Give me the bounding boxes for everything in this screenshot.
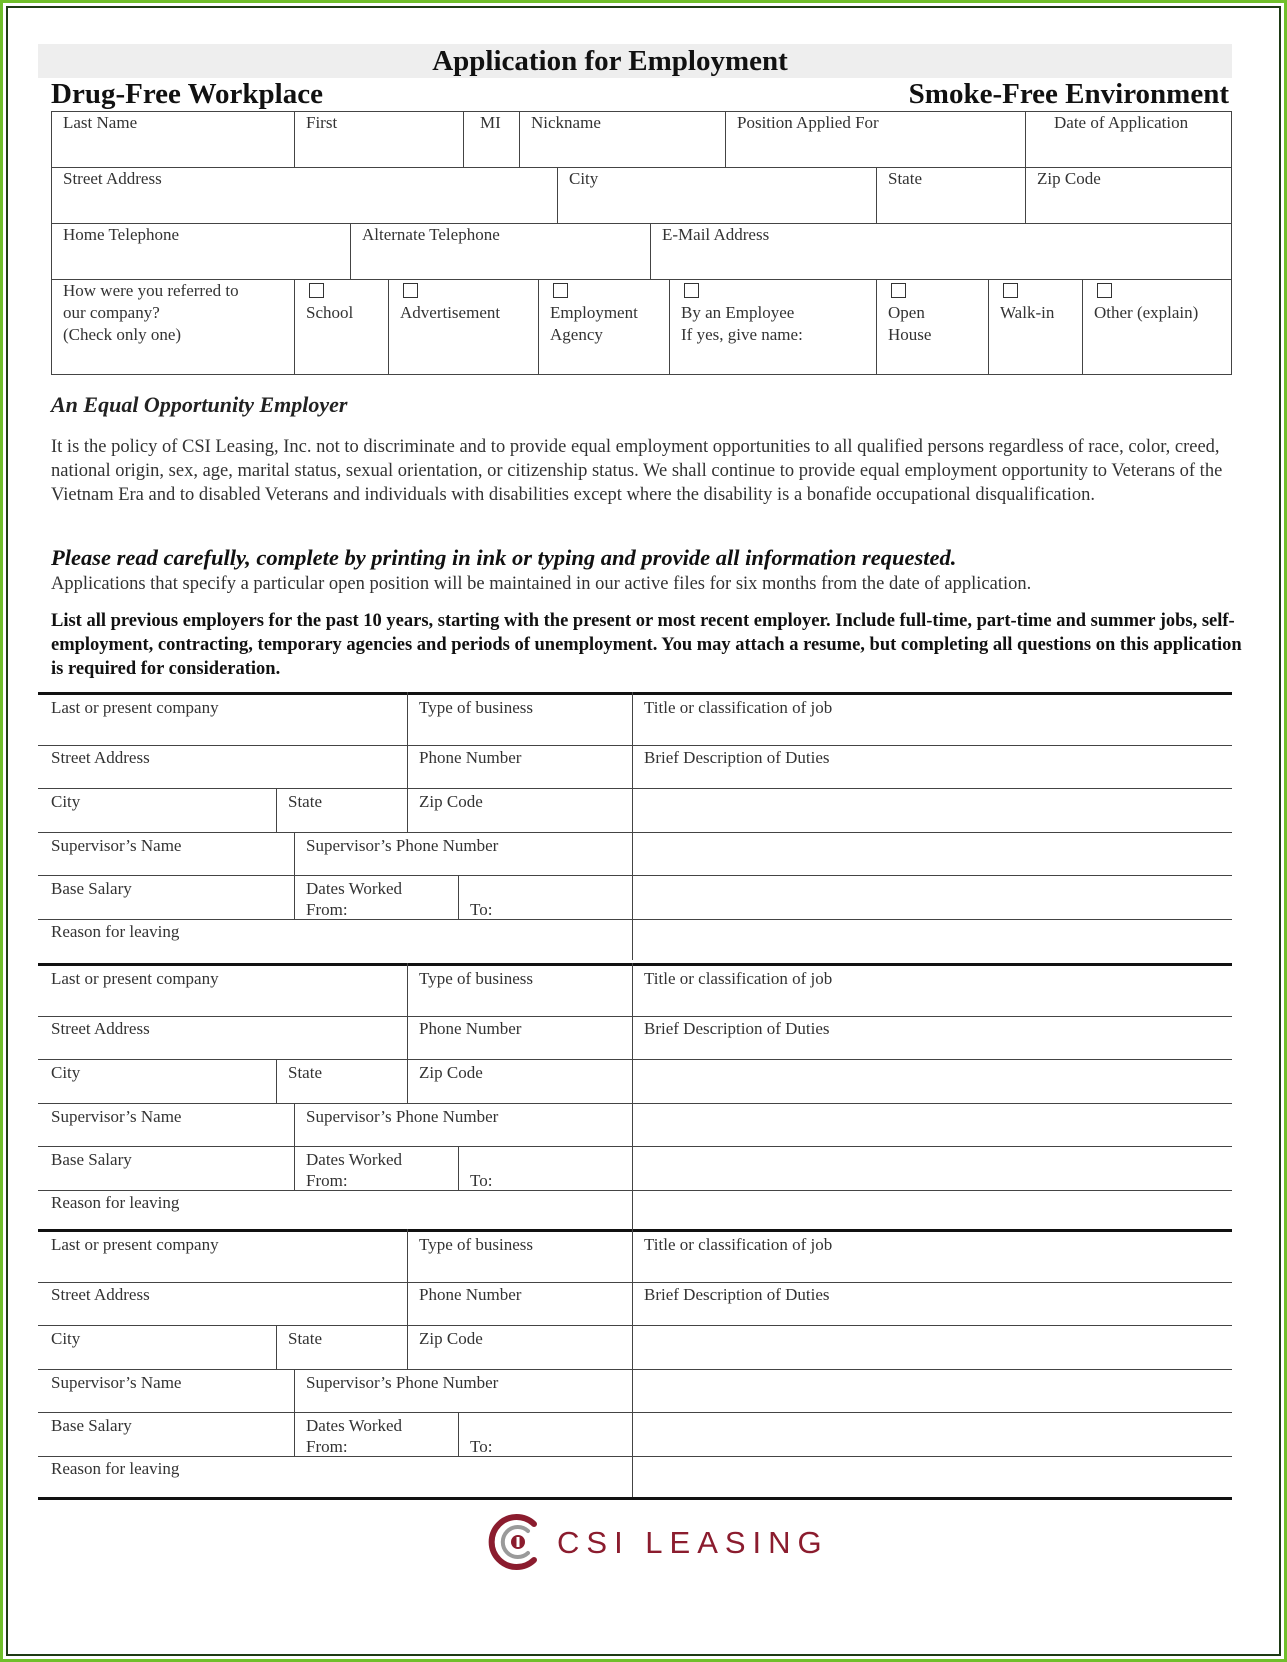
row-divider (38, 1282, 1232, 1283)
col-divider (725, 111, 726, 167)
col-divider (294, 832, 295, 919)
employer-1-zip-field[interactable]: Zip Code (419, 792, 483, 811)
page-title: Application for Employment (432, 45, 788, 77)
row-divider (38, 919, 1232, 920)
referral-question-line2: our company? (63, 303, 160, 322)
employer-2-company-field[interactable]: Last or present company (51, 969, 219, 988)
alt-phone-field[interactable]: Alternate Telephone (362, 225, 500, 244)
employee-label-line2: If yes, give name: (681, 325, 803, 344)
other-label: Other (explain) (1094, 303, 1199, 322)
please-read-heading: Please read carefully, complete by printing in ink or typing and provide all information requested. (51, 545, 957, 570)
employer-2-business-field[interactable]: Type of business (419, 969, 534, 988)
row-divider (38, 745, 1232, 746)
row-divider (38, 1190, 1232, 1191)
employer-2-to-field[interactable]: To: (470, 1171, 493, 1190)
row-divider (38, 1146, 1232, 1147)
applicant-info-table (51, 111, 1232, 375)
employer-2-salary-field[interactable]: Base Salary (51, 1150, 132, 1169)
employer-1-salary-field[interactable]: Base Salary (51, 879, 132, 898)
advertisement-checkbox[interactable] (403, 283, 418, 298)
col-divider (650, 223, 651, 279)
drug-free-tag: Drug-Free Workplace (51, 78, 323, 110)
col-divider (458, 875, 459, 919)
employer-3-business-field[interactable]: Type of business (419, 1235, 534, 1254)
employer-1-reason-field[interactable]: Reason for leaving (51, 922, 180, 941)
col-divider (876, 167, 877, 223)
col-divider (988, 279, 989, 375)
col-divider (407, 963, 408, 1059)
advertisement-label: Advertisement (400, 303, 501, 322)
col-divider (463, 111, 464, 167)
nickname-field[interactable]: Nickname (531, 113, 601, 132)
employer-3-dates-label: Dates Worked (306, 1416, 403, 1435)
employee-checkbox[interactable] (684, 283, 699, 298)
other-checkbox[interactable] (1097, 283, 1112, 298)
mi-field[interactable]: MI (480, 113, 501, 132)
employer-3-street-field[interactable]: Street Address (51, 1285, 150, 1304)
zip-field[interactable]: Zip Code (1037, 169, 1101, 188)
col-divider (407, 1059, 408, 1103)
col-divider (407, 1229, 408, 1325)
row-divider (38, 832, 1232, 833)
col-divider (1025, 111, 1026, 167)
employer-1-duties-field[interactable]: Brief Description of Duties (644, 748, 830, 767)
col-divider (294, 279, 295, 375)
city-field[interactable]: City (569, 169, 599, 188)
col-divider (294, 111, 295, 167)
employer-1-state-field[interactable]: State (288, 792, 322, 811)
employer-2-city-field[interactable]: City (51, 1063, 81, 1082)
employer-1-supervisor-field[interactable]: Supervisor’s Name (51, 836, 182, 855)
employer-1-top-rule (38, 692, 1232, 695)
open-house-checkbox[interactable] (891, 283, 906, 298)
col-divider (632, 1229, 633, 1497)
row-divider (38, 1412, 1232, 1413)
col-divider (669, 279, 670, 375)
employer-3-phone-field[interactable]: Phone Number (419, 1285, 522, 1304)
street-address-field[interactable]: Street Address (63, 169, 162, 188)
employer-1-from-field[interactable]: From: (306, 900, 348, 919)
school-label: School (306, 303, 354, 322)
employer-3-reason-field[interactable]: Reason for leaving (51, 1459, 180, 1478)
row-divider (38, 1325, 1232, 1326)
school-checkbox[interactable] (309, 283, 324, 298)
employer-3-from-field[interactable]: From: (306, 1437, 348, 1456)
employer-1-city-field[interactable]: City (51, 792, 81, 811)
row-divider (38, 1456, 1232, 1457)
row-divider (38, 875, 1232, 876)
csi-c-logo-icon (488, 1512, 544, 1572)
employer-1-to-field[interactable]: To: (470, 900, 493, 919)
employer-3-salary-field[interactable]: Base Salary (51, 1416, 132, 1435)
walkin-label: Walk-in (1000, 303, 1055, 322)
row-divider (51, 223, 1232, 224)
employer-1-dates-label: Dates Worked (306, 879, 403, 898)
employer-1-sup-phone-field[interactable]: Supervisor’s Phone Number (306, 836, 499, 855)
col-divider (350, 223, 351, 279)
row-divider (38, 1369, 1232, 1370)
col-divider (538, 279, 539, 375)
bottom-rule (38, 1497, 1232, 1500)
employer-3-sup-phone-field[interactable]: Supervisor’s Phone Number (306, 1373, 499, 1392)
agency-label-line2: Agency (550, 325, 603, 344)
employer-2-duties-field[interactable]: Brief Description of Duties (644, 1019, 830, 1038)
row-divider (38, 1016, 1232, 1017)
employer-2-reason-field[interactable]: Reason for leaving (51, 1193, 180, 1212)
employer-2-from-field[interactable]: From: (306, 1171, 348, 1190)
open-house-label-line1: Open (888, 303, 925, 322)
col-divider (388, 279, 389, 375)
agency-label-line1: Employment (550, 303, 638, 322)
employer-instructions: List all previous employers for the past 10 years, starting with the present or most recent employer. Include full-time, part-time and summer jobs, self-employment, contracting, temporary agencies and periods of unemployment. You may attach a resume, but completing all questions on this application is required for consideration. (51, 611, 1242, 679)
col-divider (876, 279, 877, 375)
agency-checkbox[interactable] (553, 283, 568, 298)
employer-1-street-field[interactable]: Street Address (51, 748, 150, 767)
col-divider (458, 1146, 459, 1190)
col-divider (276, 1325, 277, 1369)
employer-3-title-field[interactable]: Title or classification of job (644, 1235, 833, 1254)
employee-label-line1: By an Employee (681, 303, 795, 322)
col-divider (632, 963, 633, 1231)
employer-3-company-field[interactable]: Last or present company (51, 1235, 219, 1254)
employer-1-business-field[interactable]: Type of business (419, 698, 534, 717)
employer-3-state-field[interactable]: State (288, 1329, 322, 1348)
referral-question-line1: How were you referred to (63, 281, 239, 300)
last-name-field[interactable]: Last Name (63, 113, 138, 132)
employer-3-duties-field[interactable]: Brief Description of Duties (644, 1285, 830, 1304)
col-divider (519, 111, 520, 167)
walkin-checkbox[interactable] (1003, 283, 1018, 298)
col-divider (407, 788, 408, 832)
employer-3-top-rule (38, 1229, 1232, 1232)
col-divider (294, 1103, 295, 1190)
applications-note: Applications that specify a particular open position will be maintained in our active files for six months from the date of application. (51, 574, 1032, 594)
employer-2-sup-phone-field[interactable]: Supervisor’s Phone Number (306, 1107, 499, 1126)
col-divider (407, 1325, 408, 1369)
email-field[interactable]: E-Mail Address (662, 225, 770, 244)
employer-1-phone-field[interactable]: Phone Number (419, 748, 522, 767)
eoe-policy-text: It is the policy of CSI Leasing, Inc. not to discriminate and to provide equal employment opportunities to all qualified persons regardless of race, color, creed, national origin, sex, age, marital status, sexual orientation, or citizenship status. We shall continue to provide equal employment opportunity to Veterans of the Vietnam Era and to disabled Veterans and individuals with disabilities except where the disability is a bonafide occupational disqualification. (51, 437, 1223, 505)
employer-2-supervisor-field[interactable]: Supervisor’s Name (51, 1107, 182, 1126)
col-divider (1082, 279, 1083, 375)
employer-2-zip-field[interactable]: Zip Code (419, 1063, 483, 1082)
col-divider (276, 788, 277, 832)
col-divider (407, 692, 408, 788)
employer-2-state-field[interactable]: State (288, 1063, 322, 1082)
home-phone-field[interactable]: Home Telephone (63, 225, 180, 244)
col-divider (632, 692, 633, 960)
open-house-label-line2: House (888, 325, 932, 344)
col-divider (557, 167, 558, 223)
first-name-field[interactable]: First (306, 113, 338, 132)
referral-question-line3: (Check only one) (63, 325, 182, 344)
csi-leasing-logo-text: CSI LEASING (557, 1525, 829, 1560)
eoe-heading: An Equal Opportunity Employer (51, 392, 348, 417)
position-field[interactable]: Position Applied For (737, 113, 879, 132)
row-divider (38, 1103, 1232, 1104)
date-field[interactable]: Date of Application (1054, 113, 1189, 132)
col-divider (458, 1412, 459, 1456)
employer-3-to-field[interactable]: To: (470, 1437, 493, 1456)
col-divider (294, 1369, 295, 1456)
employer-2-title-field[interactable]: Title or classification of job (644, 969, 833, 988)
employer-2-top-rule (38, 963, 1232, 966)
employer-3-zip-field[interactable]: Zip Code (419, 1329, 483, 1348)
col-divider (276, 1059, 277, 1103)
state-field[interactable]: State (888, 169, 922, 188)
employer-2-phone-field[interactable]: Phone Number (419, 1019, 522, 1038)
row-divider (38, 788, 1232, 789)
row-divider (38, 1059, 1232, 1060)
employer-2-street-field[interactable]: Street Address (51, 1019, 150, 1038)
employer-1-company-field[interactable]: Last or present company (51, 698, 219, 717)
smoke-free-tag: Smoke-Free Environment (908, 78, 1229, 110)
employer-1-title-field[interactable]: Title or classification of job (644, 698, 833, 717)
employer-2-dates-label: Dates Worked (306, 1150, 403, 1169)
employer-3-supervisor-field[interactable]: Supervisor’s Name (51, 1373, 182, 1392)
employer-3-city-field[interactable]: City (51, 1329, 81, 1348)
col-divider (1025, 167, 1026, 223)
